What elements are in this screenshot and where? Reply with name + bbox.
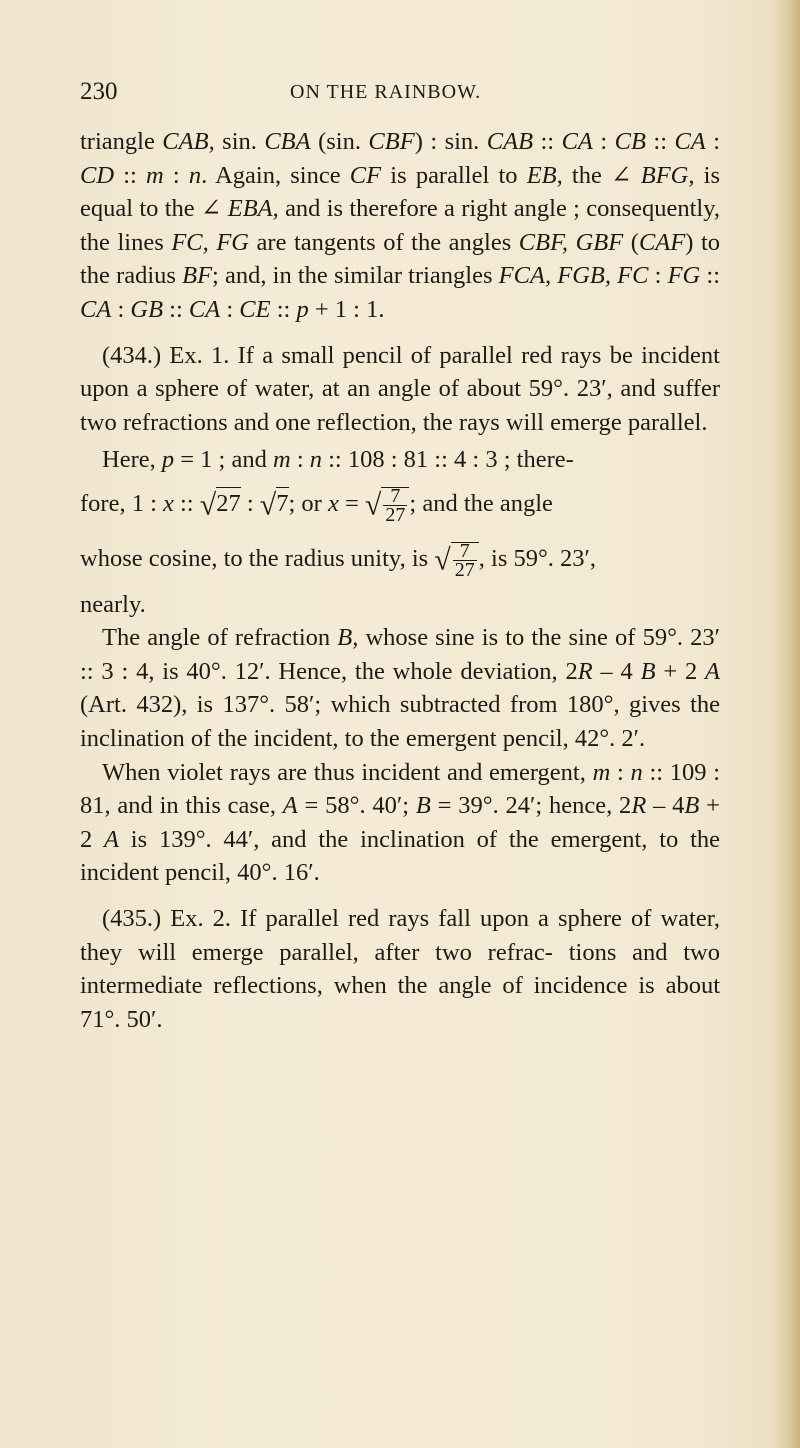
paragraph-triangle-proof: triangle CAB, sin. CBA (sin. CBF) : sin. CAB :: CA : CB :: CA : CD :: m : n. Again, since CF is parallel to EB, the ∠ BFG, is equal to the ∠ EBA, and is therefore a right angle ; consequently, the lines FC, FG are tangents of the angles CBF, GBF (CAF) to the radius BF; and, in the similar triangles FCA, FGB, FC : FG :: CA : GB :: CA : CE :: p + 1 : 1. <box>80 128 721 323</box>
paragraph-example-1-solution: Here, p = 1 ; and m : n :: 108 : 81 :: 4 : 3 ; there- <box>102 446 574 474</box>
page-header <box>80 78 720 118</box>
page-number: 230 <box>80 78 118 105</box>
equation-line-cosine: fore, 1 : x :: √27 : √7; or x = √ $\frac{7}{27}$ ; and the angle <box>80 477 720 532</box>
equation-line-angle: whose cosine, to the radius unity, is √ $\frac{7}{27}$ , is 59°. 23′, <box>80 532 720 587</box>
text-nearly: nearly. <box>80 590 146 618</box>
running-head: ON THE RAINBOW. <box>290 81 482 103</box>
page-edge-shadow <box>772 0 800 1448</box>
paragraph-example-1: (434.) Ex. 1. If a small pencil of parallel red rays be incident upon a sphere of water, at an angle of about 59°. 23′, and suffer two refractions and one reflection, the rays will emerge parallel. <box>80 341 720 436</box>
sqrt-fraction-2: √ $\frac{7}{27}$ <box>434 532 478 587</box>
body-text <box>80 125 720 1036</box>
paragraph-violet-rays: When violet rays are thus incident and emergent, m : n :: 109 : 81, and in this case, A = 58°. 40′; B = 39°. 24′; hence, 2R – 4B + 2 A is 139°. 44′, and the inclination of the emergent, to the incident pencil, 40°. 16′. <box>80 758 721 887</box>
paragraph-example-2: (435.) Ex. 2. If parallel red rays fall upon a sphere of water, they will emerge parallel, after two refrac- tions and two intermediate reflections, when the angle of incidence is about 71°. 50′. <box>80 905 721 1033</box>
paragraph-refraction-angle: The angle of refraction B, whose sine is to the sine of 59°. 23′ :: 3 : 4, is 40°. 12′. Hence, the whole deviation, 2R – 4 B + 2 A (Art. 432), is 137°. 58′; which subtracted from 180°, gives the inclination of the incident, to the emergent pencil, 42°. 2′. <box>80 624 721 753</box>
sqrt-7: √7 <box>259 488 289 522</box>
sqrt-fraction: √ $\frac{7}{27}$ <box>365 477 409 532</box>
sqrt-27: √27 <box>199 488 241 522</box>
